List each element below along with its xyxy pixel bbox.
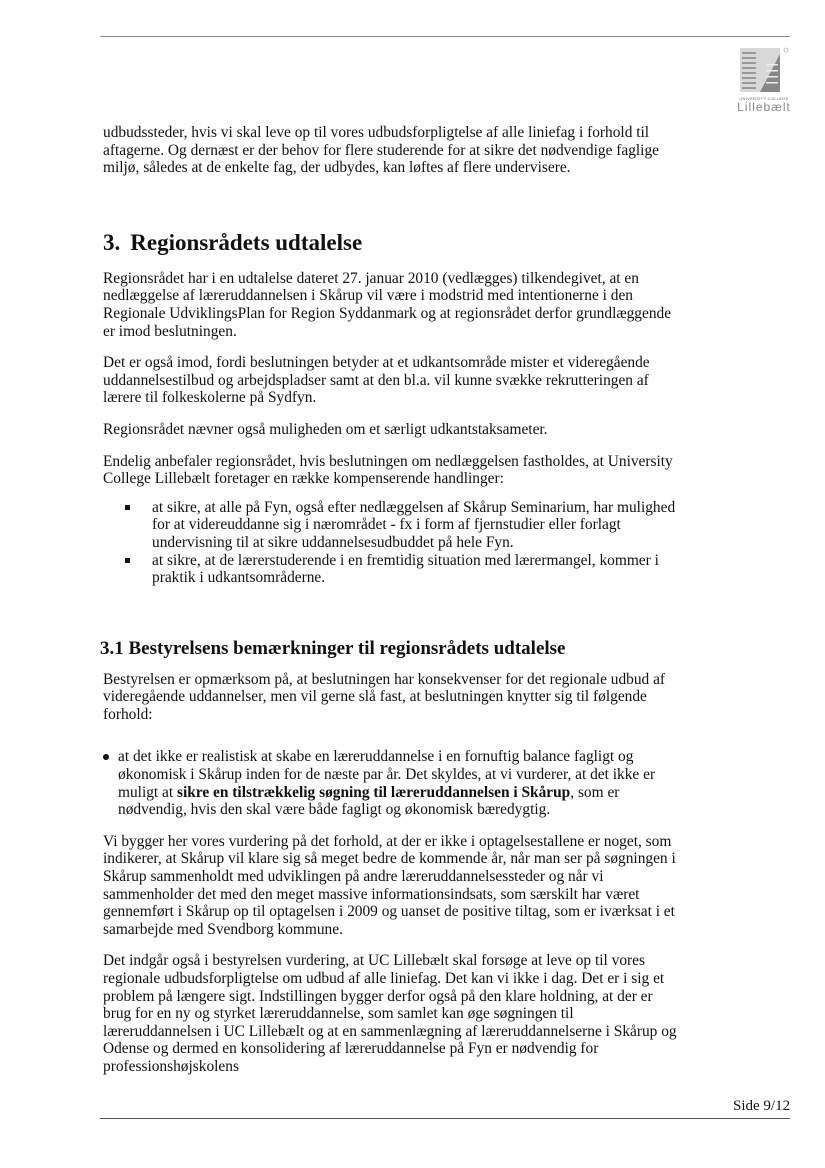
section-3-1-paragraph: Vi bygger her vores vurdering på det forhold, at der er ikke i optagelsestallene er noget, som indikerer, at Skårup vil klare sig så meget bedre de kommende år, når man ser på søgningen i Skårup sammenholdt med udviklingen på andre læreruddannelsessteder og når vi sammenholder det med den meget massive informationsindsats, som særskilt har været gennemført i Skårup op til optagelsen i 2009 og uanset de positive tiltag, som er iværksat i et samarbejde med Svendborg kommune. — [103, 832, 676, 938]
board-remarks-list — [103, 748, 678, 818]
list-item — [118, 748, 678, 818]
section-3-1-paragraph: Det indgår også i bestyrelsen vurdering, at UC Lillebælt skal forsøge at leve op til vores regionale udbudsforpligtelse om udbud af alle liniefag. Det kan vi ikke i dag. Det er i sig et problem på længere sigt. Indstillingen bygger derfor også på den klare holdning, at der er brug for en ny og styrket læreruddannelse, som samlet kan øge søgningen til læreruddannelsen i UC Lillebælt og at en sammenlægning af læreruddannelserne i Skårup og Odense og dermed en konsolidering af læreruddannelse på Fyn er nødvendig for professionshøjskolens — [103, 952, 677, 1075]
section-3-heading — [103, 229, 678, 257]
top-rule — [100, 36, 790, 37]
section-3-1-heading: 3.1 Bestyrelsens bemærkninger til regionsrådets udtalelse — [100, 637, 566, 659]
bullet-bold-text: sikre en tilstrækkelig søgning til læreruddannelsen i Skårup — [177, 783, 571, 801]
section-3-paragraph: Regionsrådet har i en udtalelse dateret 27. januar 2010 (vedlægges) tilkendegivet, at en nedlæggelse af læreruddannelsen i Skårup vil være i modstrid med intentionerne i den Regionale UdviklingsPlan for Region Syddanmark og at regionsrådet derfor grundlæggende er imod beslutningen. — [103, 269, 672, 340]
university-logo — [728, 44, 800, 114]
logo-name: Lillebælt — [737, 100, 791, 114]
section-3-title: Regionsrådets udtalelse — [130, 229, 363, 255]
section-3-paragraph: Endelig anbefaler regionsrådet, hvis beslutningen om nedlæggelsen fastholdes, at University College Lillebælt foretager en række kompenserende handlinger: — [103, 452, 673, 488]
logo-mark-icon — [738, 44, 790, 94]
logo-subtitle: UNIVERSITY COLLEGE — [739, 96, 789, 101]
intro-paragraph: udbudssteder, hvis vi skal leve op til vores udbudsforpligtelse af alle liniefag i forhold til aftagerne. Og dernæst er der behov for flere studerende for at sikre det nødvendige faglige miljø, således at de enkelte fag, der udbydes, kan løftes af flere undervisere. — [103, 124, 659, 177]
section-3-paragraph: Regionsrådet nævner også muligheden om et særligt udkantstaksameter. — [103, 420, 548, 438]
recommendations-list — [103, 499, 678, 587]
section-3-paragraph: Det er også imod, fordi beslutningen betyder at et udkantsområde mister et videregående uddannelsestilbud og arbejdspladser samt at den bl.a. vil kunne svække rekrutteringen af lærere til folkeskolerne på Sydfyn. — [103, 354, 650, 407]
list-item: at sikre, at de lærerstuderende i en fremtidig situation med lærermangel, kommer i praktik i udkantsområderne. — [152, 552, 678, 587]
bottom-rule — [100, 1118, 790, 1119]
section-3-number: 3. — [103, 229, 121, 255]
document-body — [100, 124, 678, 1090]
page-number: Side 9/12 — [733, 1098, 791, 1114]
bullet-text: at det ikke er realistisk at skabe en læreruddannelse i en fornuftig balance fagligt og økonomisk i Skårup inden for de næste par år. Det skyldes, at vi vurderer, at det ikke er muligt at — [118, 748, 656, 801]
list-item: at sikre, at alle på Fyn, også efter nedlæggelsen af Skårup Seminarium, har mulighed for at videreuddanne sig i nærområdet - fx i form af fjernstudier eller forlagt undervisning til at sikre uddannelsesudbuddet på hele Fyn. — [152, 499, 678, 552]
section-3-1-intro: Bestyrelsen er opmærksom på, at beslutningen har konsekvenser for det regionale udbud af videregående uddannelser, men vil gerne slå fast, at beslutningen knytter sig til følgende forhold: — [103, 670, 666, 723]
bullet-text-end: , som er nødvendig, hvis den skal være både fagligt og økonomisk bæredygtig. — [118, 783, 620, 819]
